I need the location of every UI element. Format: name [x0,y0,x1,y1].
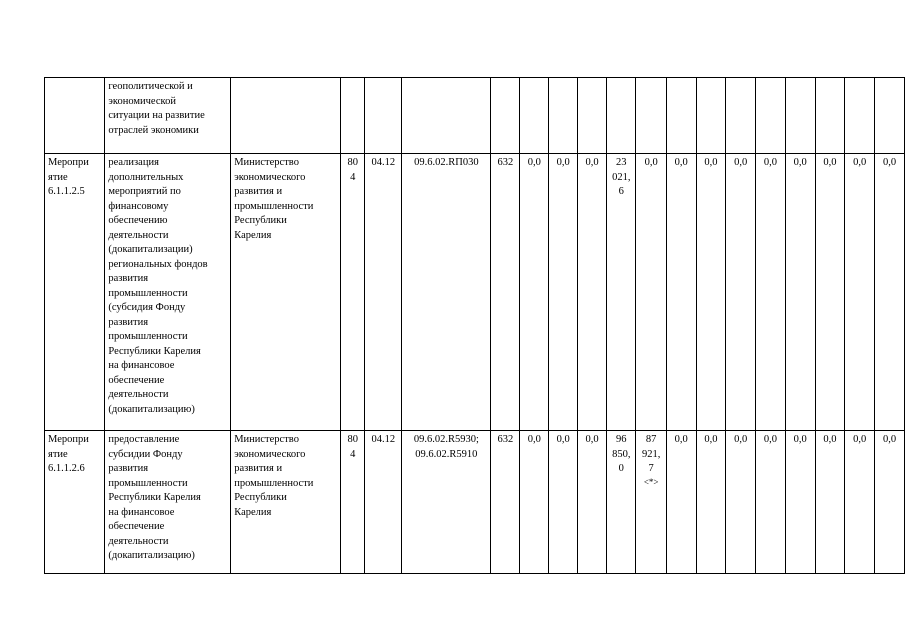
table-row [45,78,905,154]
executor-cell [231,78,341,154]
value-cell: 0,0 [875,154,905,431]
value-cell: 0,0 [549,431,578,574]
executor-cell: Министерство экономического развития и промышленности Республики Карелия [231,154,341,431]
value-cell: 0,0 [785,431,815,574]
vr-cell: 632 [491,431,520,574]
description-cell: геополитической и экономической ситуации на развитие отраслей экономики [105,78,231,154]
value-cell: 96 850, 0 [607,431,636,574]
table-row [45,154,905,431]
csr-cell: 09.6.02.RП030 [402,154,491,431]
value-cell [578,78,607,154]
value-cell: 0,0 [756,431,786,574]
value-cell: 0,0 [726,431,756,574]
table-row [45,431,905,574]
value-cell [520,78,549,154]
budget-table [44,77,905,574]
value-cell: 23 021, 6 [607,154,636,431]
value-cell: 0,0 [845,431,875,574]
footnote-marker: <*> [643,476,659,487]
value-cell: 0,0 [636,154,666,431]
value-cell: 0,0 [875,431,905,574]
value-cell [756,78,786,154]
value-cell: 0,0 [549,154,578,431]
rzpr-cell: 04.12 [365,431,402,574]
grbs-cell: 80 4 [341,431,365,574]
value-cell: 0,0 [756,154,786,431]
csr-cell [402,78,491,154]
value-cell: 0,0 [666,154,696,431]
vr-cell: 632 [491,154,520,431]
value-cell [636,431,666,574]
value-cell [845,78,875,154]
activity-code-cell: Меропри ятие 6.1.1.2.5 [45,154,105,431]
value-cell: 0,0 [696,154,726,431]
vr-cell [491,78,520,154]
description-cell: реализация дополнительных мероприятий по финансовому обеспечению деятельности (докапитализации) региональных фондов развития промышленности (субсидия Фонду развития промышленности Республики Карелия на финансовое обеспечение деятельности (докапитализацию) [105,154,231,431]
activity-code-cell [45,78,105,154]
value-text: 87 921, 7 [641,434,661,474]
value-cell: 0,0 [815,154,845,431]
csr-cell: 09.6.02.R5930; 09.6.02.R5910 [402,431,491,574]
value-cell: 0,0 [578,431,607,574]
value-cell: 0,0 [815,431,845,574]
value-cell [636,78,666,154]
value-cell: 0,0 [845,154,875,431]
executor-cell: Министерство экономического развития и промышленности Республики Карелия [231,431,341,574]
description-cell: предоставление субсидии Фонду развития промышленности Республики Карелия на финансовое обеспечение деятельности (докапитализацию) [105,431,231,574]
value-cell [726,78,756,154]
value-cell [607,78,636,154]
value-cell [696,78,726,154]
value-cell: 0,0 [520,431,549,574]
rzpr-cell: 04.12 [365,154,402,431]
grbs-cell [341,78,365,154]
value-cell: 0,0 [696,431,726,574]
value-cell: 0,0 [520,154,549,431]
value-cell: 0,0 [726,154,756,431]
value-cell [785,78,815,154]
value-cell: 0,0 [578,154,607,431]
rzpr-cell [365,78,402,154]
value-cell [815,78,845,154]
value-cell: 0,0 [666,431,696,574]
activity-code-cell: Меропри ятие 6.1.1.2.6 [45,431,105,574]
grbs-cell: 80 4 [341,154,365,431]
value-cell: 0,0 [785,154,815,431]
value-cell [549,78,578,154]
value-cell [875,78,905,154]
value-cell [666,78,696,154]
